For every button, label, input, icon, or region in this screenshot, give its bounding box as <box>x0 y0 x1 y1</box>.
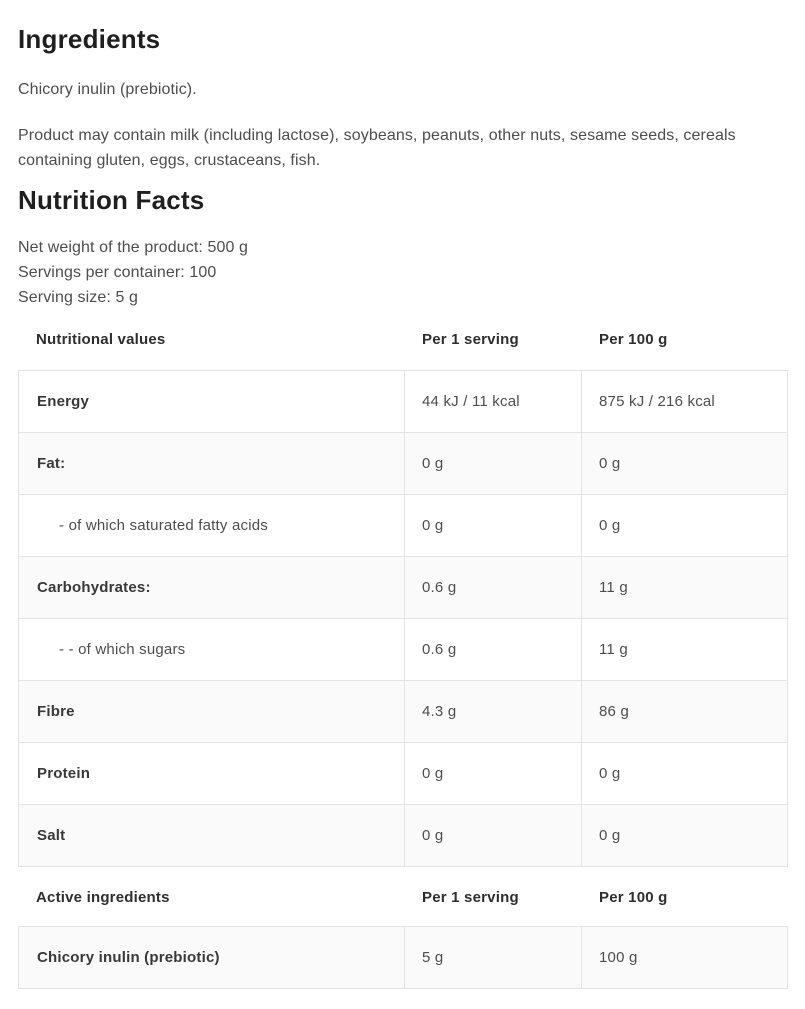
row-label: Fat: <box>19 433 405 494</box>
row-label: - - of which sugars <box>19 619 405 680</box>
active-ingredients-table-header <box>18 889 788 906</box>
column-header-per-serving: Per 1 serving <box>422 331 519 349</box>
table-row-protein <box>19 743 787 805</box>
nutritional-values-table-header <box>18 331 788 348</box>
servings-per-container-text: Servings per container: 100 <box>18 264 217 282</box>
nutrition-facts-section-title: Nutrition Facts <box>18 185 205 216</box>
row-per-serving-value: 0 g <box>405 743 582 804</box>
column-header-nutritional-values: Nutritional values <box>36 331 166 349</box>
table-row-carbohydrates <box>19 557 787 619</box>
column-header-per-100g: Per 100 g <box>599 889 668 907</box>
row-per-100g-value: 0 g <box>599 765 621 783</box>
row-per-100g-value: 11 g <box>599 641 628 659</box>
table-row-saturated-fatty-acids <box>19 495 787 557</box>
row-per-100g-value: 0 g <box>599 827 621 845</box>
row-label: - of which saturated fatty acids <box>19 495 405 556</box>
row-per-serving-value: 4.3 g <box>405 681 582 742</box>
column-header-per-serving: Per 1 serving <box>422 889 519 907</box>
row-per-serving-value: 0 g <box>405 805 582 866</box>
row-per-serving-value: 44 kJ / 11 kcal <box>405 371 582 432</box>
serving-size-text: Serving size: 5 g <box>18 289 138 307</box>
active-ingredients-table-body <box>18 926 788 989</box>
row-label: Carbohydrates: <box>19 557 405 618</box>
row-per-100g-value: 0 g <box>599 517 621 535</box>
row-label: Fibre <box>19 681 405 742</box>
active-ingredients-table <box>18 889 788 989</box>
table-row-energy <box>19 371 787 433</box>
nutritional-values-table-body <box>18 370 788 867</box>
row-per-serving-value: 0 g <box>405 433 582 494</box>
column-header-active-ingredients: Active ingredients <box>36 889 170 907</box>
serving-info-block <box>18 235 788 310</box>
allergen-notice-text: Product may contain milk (including lactose), soybeans, peanuts, other nuts, sesame seeds, cereals containing gluten, eggs, crustaceans, fish. <box>18 127 736 170</box>
table-row-salt <box>19 805 787 866</box>
row-label: Protein <box>19 743 405 804</box>
ingredients-composition-text: Chicory inulin (prebiotic). <box>18 81 197 99</box>
nutritional-values-table <box>18 331 788 867</box>
row-per-100g-value: 0 g <box>599 455 621 473</box>
row-per-100g-value: 86 g <box>599 703 629 721</box>
row-per-serving-value: 0.6 g <box>405 557 582 618</box>
row-per-100g-value: 100 g <box>599 949 638 967</box>
net-weight-text: Net weight of the product: 500 g <box>18 239 249 257</box>
row-label: Chicory inulin (prebiotic) <box>19 927 405 988</box>
table-row-sugars <box>19 619 787 681</box>
table-row-chicory-inulin <box>19 927 787 988</box>
column-header-per-100g: Per 100 g <box>599 331 668 349</box>
ingredients-section-title: Ingredients <box>18 24 161 54</box>
row-per-100g-value: 875 kJ / 216 kcal <box>599 393 715 411</box>
row-per-serving-value: 5 g <box>405 927 582 988</box>
row-label: Energy <box>19 371 405 432</box>
table-row-fat <box>19 433 787 495</box>
row-per-100g-value: 11 g <box>599 579 628 597</box>
table-row-fibre <box>19 681 787 743</box>
row-per-serving-value: 0 g <box>405 495 582 556</box>
row-label: Salt <box>19 805 405 866</box>
row-per-serving-value: 0.6 g <box>405 619 582 680</box>
